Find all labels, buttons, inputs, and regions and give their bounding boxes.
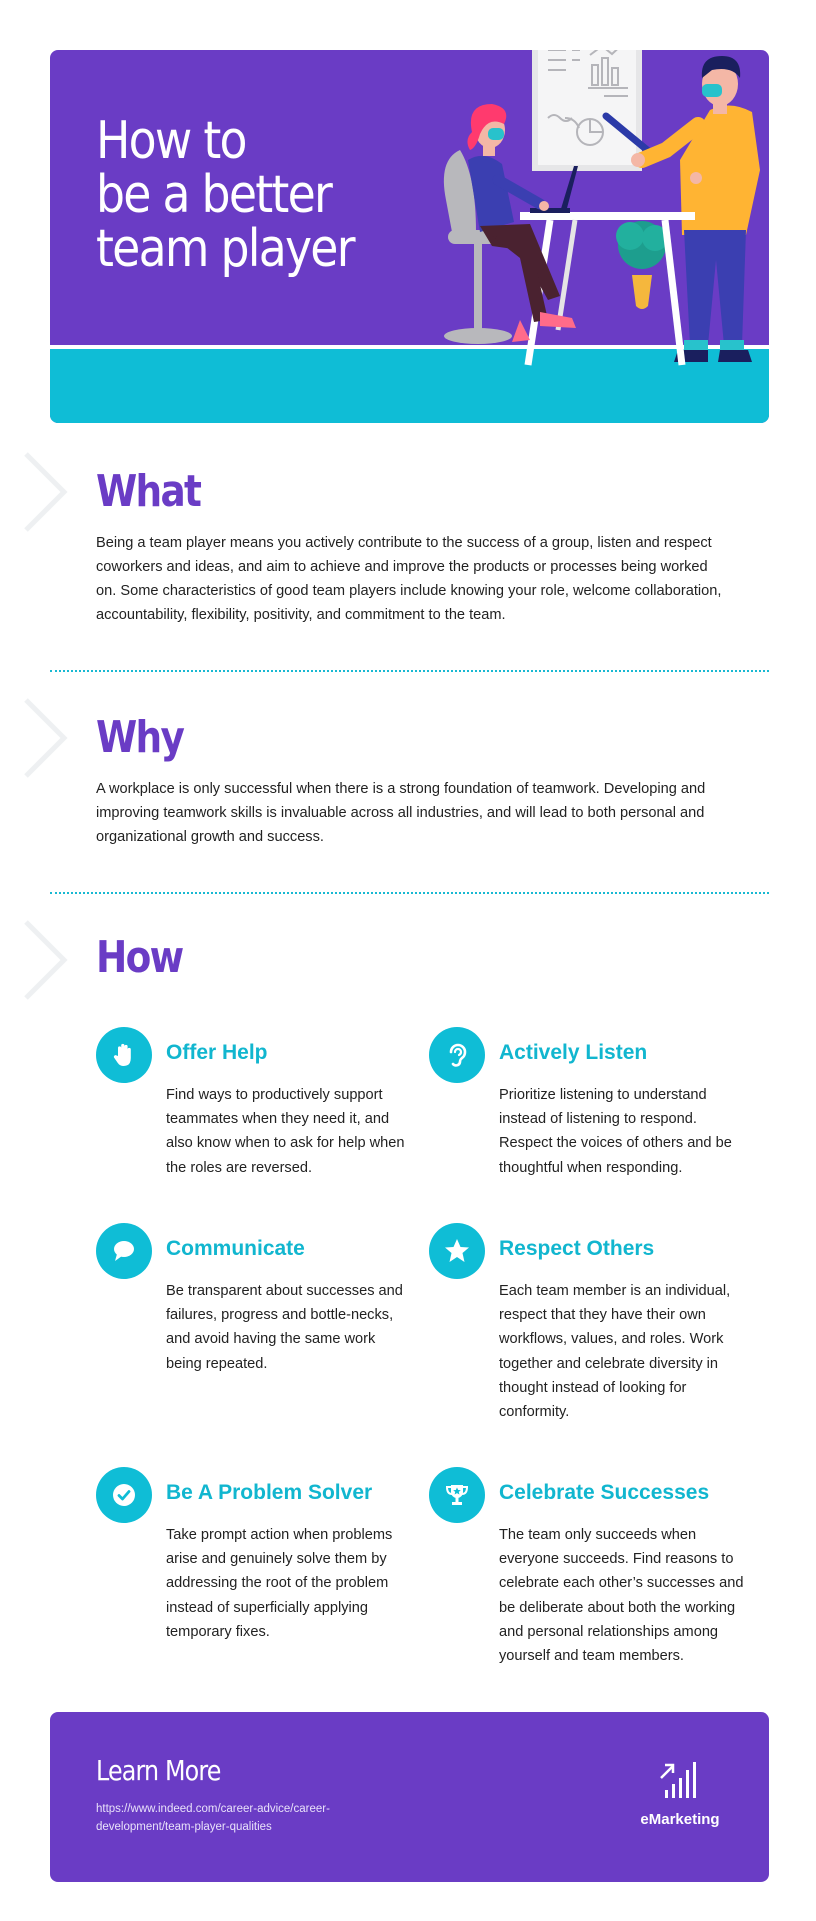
how-item-desc: Find ways to productively support teammates when they need it, and also know when to ask for help when the roles are reversed. — [166, 1087, 405, 1176]
how-item-title: Be A Problem Solver — [166, 1481, 373, 1504]
growth-chart-icon — [657, 1756, 703, 1802]
how-item-title: Offer Help — [166, 1041, 268, 1064]
how-item-title: Actively Listen — [499, 1041, 648, 1064]
ear-icon — [429, 1027, 485, 1083]
hand-icon — [96, 1027, 152, 1083]
trophy-icon — [429, 1467, 485, 1523]
brand-name: eMarketing — [640, 1811, 720, 1828]
hero-title-line-3: team player — [96, 219, 354, 279]
learn-more-footer — [50, 1712, 769, 1882]
how-heading: How — [96, 932, 183, 983]
what-body: Being a team player means you actively contribute to the success of a group, listen and respect coworkers and ideas, and aim to achieve and improve the products or processes being worked on. Some characteristics of good team players include knowing your role, welcome collaboration, accountability, flexibility, positivity, and commitment to the team. — [96, 535, 722, 623]
how-item-desc: Take prompt action when problems arise and genuinely solve them by addressing the root of the problem instead of superficially applying temporary fixes. — [166, 1527, 393, 1640]
hero-title-line-1: How to — [96, 111, 246, 171]
footer-title: Learn More — [96, 1754, 221, 1787]
chevron-right-icon — [24, 698, 68, 778]
how-item-desc: The team only succeeds when everyone succeeds. Find reasons to celebrate each other’s successes and be deliberate about both the working and personal relationships among yourself and team members. — [499, 1527, 744, 1665]
speech-bubble-icon — [96, 1223, 152, 1279]
what-heading: What — [96, 466, 201, 517]
plant-illustration — [616, 221, 668, 309]
chevron-right-icon — [24, 920, 68, 1000]
hero-title — [96, 111, 360, 279]
source-link[interactable]: https://www.indeed.com/career-advice/career-development/team-player-qualities — [96, 1803, 330, 1833]
how-item-title: Communicate — [166, 1237, 305, 1260]
hero-title-line-2: be a better — [96, 165, 332, 225]
check-icon — [96, 1467, 152, 1523]
hero-banner — [50, 50, 769, 423]
how-item-desc: Prioritize listening to understand instead of listening to respond. Respect the voices of others and be thoughtful when responding. — [499, 1087, 732, 1176]
how-item-title: Celebrate Successes — [499, 1481, 710, 1504]
chevron-right-icon — [24, 452, 68, 532]
why-heading: Why — [96, 712, 184, 763]
section-divider — [50, 670, 769, 672]
why-body: A workplace is only successful when there is a strong foundation of teamwork. Developing and improving teamwork skills is invaluable across all industries, and will lead to both personal and organizational growth and success. — [96, 781, 706, 845]
how-item-desc: Each team member is an individual, respect that they have their own workflows, values, and roles. Work together and celebrate diversity in thought instead of looking for conformity. — [499, 1283, 731, 1421]
how-item-title: Respect Others — [499, 1237, 655, 1260]
section-divider — [50, 892, 769, 894]
whiteboard-illustration — [532, 50, 642, 171]
star-icon — [429, 1223, 485, 1279]
presenter-illustration — [631, 56, 760, 362]
how-item-desc: Be transparent about successes and failures, progress and bottle-necks, and avoid having the same work being repeated. — [166, 1283, 403, 1372]
team-illustration — [380, 50, 769, 423]
brand-logo — [635, 1756, 725, 1828]
